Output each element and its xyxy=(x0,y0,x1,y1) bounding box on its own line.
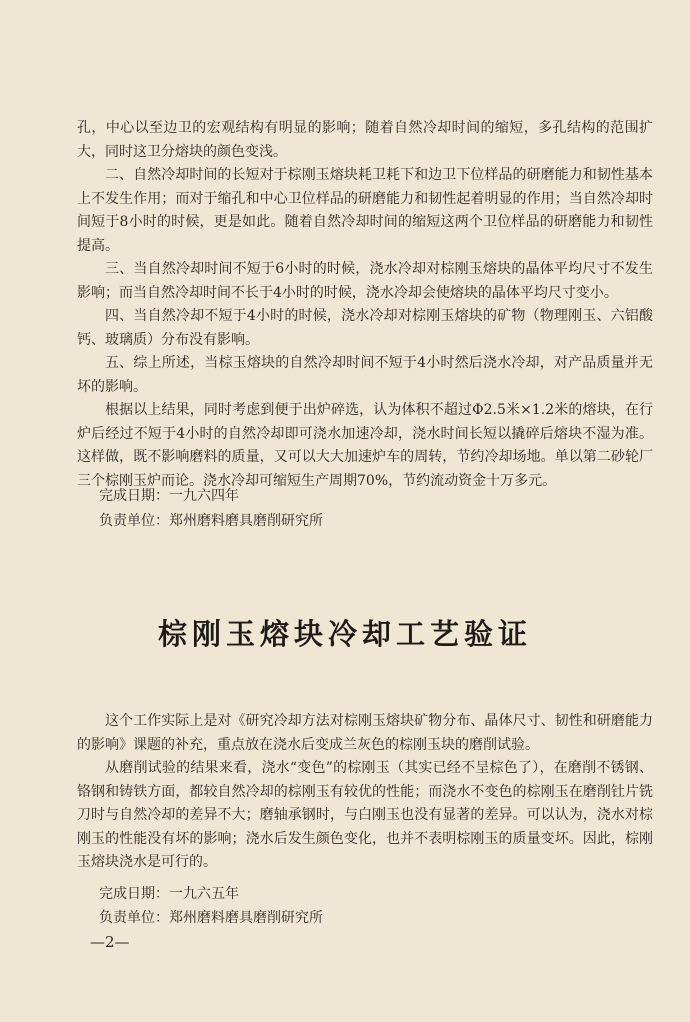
completion-date: 完成日期：一九六四年 xyxy=(99,488,239,504)
section-title: 棕刚玉熔块冷却工艺验证 xyxy=(157,617,532,651)
responsible-unit: 负责单位：郑州磨料磨具磨削研究所 xyxy=(99,910,323,926)
paragraph: 根据以上结果，同时考虑到便于出炉碎选，认为体积不超过Φ2.5米×1.2米的熔块，在行炉后经过不短于4小时的自然冷却即可浇水加速冷却，浇水时间长短以撬碎后熔块不湿为准。这样做，既不影响磨料的质量，又可以大大加速炉车的周转，节约冷却场地。单以第二砂轮厂三个棕刚玉炉而论。浇水冷却可缩短生产周期70%，节约流动资金十万多元。 xyxy=(77,402,653,489)
completion-date: 完成日期：一九六五年 xyxy=(99,886,239,902)
paragraph: 孔，中心以至边卫的宏观结构有明显的影响；随着自然冷却时间的缩短，多孔结构的范围扩大，同时这卫分熔块的颜色变浅。 xyxy=(77,120,653,160)
page-number: —2— xyxy=(90,933,130,951)
section2-body xyxy=(77,710,653,875)
paragraph: 从磨削试验的结果来看，浇水“变色”的棕刚玉（其实已经不呈棕色了），在磨削不锈钢、铬钢和铸铁方面，都较自然冷却的棕刚玉有较优的性能；而浇水不变色的棕刚玉在磨削钍片铣刀时与自然冷却的差异不大；磨轴承钢时，与白刚玉也没有显著的差异。可以认为，浇水对棕刚玉的性能没有坏的影响；浇水后发生颜色变化，也并不表明棕刚玉的质量变坏。因此，棕刚玉熔块浇水是可行的。 xyxy=(77,760,653,870)
paragraph: 二、自然冷却时间的长短对于棕刚玉熔块耗卫耗下和边卫下位样品的研磨能力和韧性基本上不发生作用；而对于缩孔和中心卫位样品的研磨能力和韧性起着明显的作用；当自然冷却时间短于8小时的时候，更是如此。随着自然冷却时间的缩短这两个卫位样品的研磨能力和韧性提高。 xyxy=(77,167,653,254)
responsible-unit: 负责单位：郑州磨料磨具磨削研究所 xyxy=(99,513,323,529)
paragraph: 五、综上所述，当棕玉熔块的自然冷却时间不短于4小时然后浇水冷却，对产品质量并无坏的影响。 xyxy=(77,355,653,395)
paragraph: 三、当自然冷却时间不短于6小时的时候，浇水冷却对棕刚玉熔块的晶体平均尺寸不发生影响；而当自然冷却时间不长于4小时的时候，浇水冷却会使熔块的晶体平均尺寸变小。 xyxy=(77,261,653,301)
paragraph: 四、当自然冷却不短于4小时的时候，浇水冷却对棕刚玉熔块的矿物（物理刚玉、六铝酸钙、玻璃质）分布没有影响。 xyxy=(77,308,653,348)
section1-body xyxy=(77,117,653,493)
paragraph: 这个工作实际上是对《研究冷却方法对棕刚玉熔块矿物分布、晶体尺寸、韧性和研磨能力的影响》课题的补充，重点放在浇水后变成兰灰色的棕刚玉块的磨削试验。 xyxy=(77,713,653,753)
